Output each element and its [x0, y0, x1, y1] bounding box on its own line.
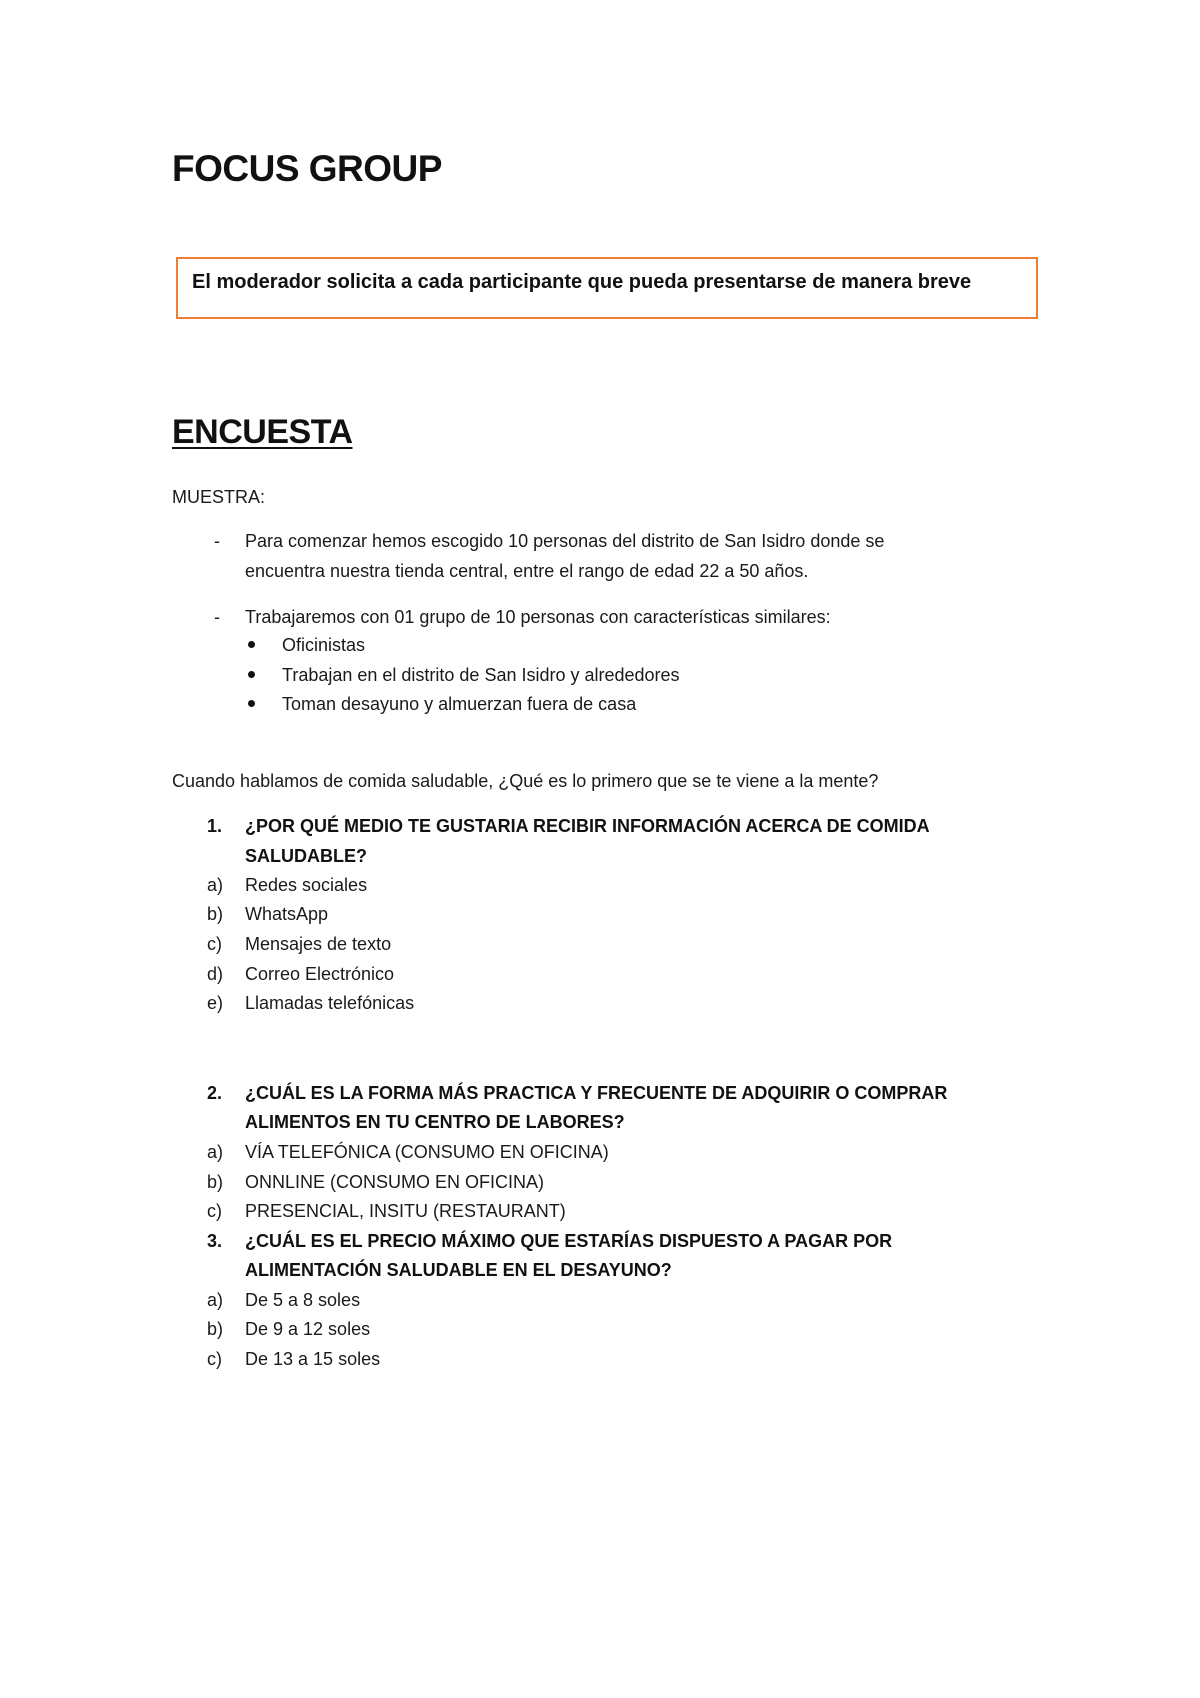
q1-option-d-letter: d)	[207, 964, 224, 984]
q1-option-d-text: Correo Electrónico	[245, 964, 395, 984]
q1-option-b-text: WhatsApp	[245, 904, 329, 924]
muestra-item-1-line-2: encuentra nuestra tienda central, entre el rango de edad 22 a 50 años.	[245, 561, 809, 581]
q1-option-b-letter: b)	[207, 904, 224, 924]
q2-option-b-text: ONNLINE (CONSUMO EN OFICINA)	[245, 1172, 545, 1192]
q2-option-a-letter: a)	[207, 1142, 224, 1162]
q1-option-e-letter: e)	[207, 993, 224, 1013]
question-3-number: 3.	[207, 1231, 223, 1251]
q1-option-e-text: Llamadas telefónicas	[245, 993, 415, 1013]
question-1-line-2: SALUDABLE?	[245, 846, 367, 866]
question-2-line-2: ALIMENTOS EN TU CENTRO DE LABORES?	[245, 1112, 625, 1132]
q3-option-a-text: De 5 a 8 soles	[245, 1290, 361, 1310]
moderator-callout-box	[176, 257, 1038, 319]
question-1-number: 1.	[207, 816, 223, 836]
question-1-line-1: ¿POR QUÉ MEDIO TE GUSTARIA RECIBIR INFORMACIÓN ACERCA DE COMIDA	[245, 816, 930, 836]
question-3-line-1: ¿CUÁL ES EL PRECIO MÁXIMO QUE ESTARÍAS DISPUESTO A PAGAR POR	[245, 1231, 893, 1251]
muestra-label: MUESTRA:	[172, 487, 266, 507]
question-3-line-2: ALIMENTACIÓN SALUDABLE EN EL DESAYUNO?	[245, 1260, 672, 1280]
q3-option-b-letter: b)	[207, 1319, 224, 1339]
muestra-bullet-3: Toman desayuno y almuerzan fuera de casa	[282, 694, 637, 714]
q1-option-c-text: Mensajes de texto	[245, 934, 392, 954]
muestra-item-2-marker: -	[214, 607, 220, 627]
q3-option-a-letter: a)	[207, 1290, 224, 1310]
q3-option-b-text: De 9 a 12 soles	[245, 1319, 371, 1339]
section-title: ENCUESTA	[172, 413, 353, 451]
q2-option-c-text: PRESENCIAL, INSITU (RESTAURANT)	[245, 1201, 566, 1221]
muestra-bullet-2: Trabajan en el distrito de San Isidro y alrededores	[282, 665, 680, 685]
bullet-dot	[248, 641, 255, 648]
muestra-item-1-marker: -	[214, 531, 220, 551]
q1-option-c-letter: c)	[207, 934, 222, 954]
q3-option-c-text: De 13 a 15 soles	[245, 1349, 381, 1369]
muestra-item-1-line-1: Para comenzar hemos escogido 10 personas del distrito de San Isidro donde se	[245, 531, 885, 551]
muestra-item-2-line-1: Trabajaremos con 01 grupo de 10 personas con características similares:	[245, 607, 831, 627]
q1-option-a-text: Redes sociales	[245, 875, 368, 895]
document-title: FOCUS GROUP	[172, 148, 442, 189]
bullet-dot	[248, 700, 255, 707]
q3-option-c-letter: c)	[207, 1349, 222, 1369]
moderator-callout-text: El moderador solicita a cada participante que pueda presentarse de manera breve	[192, 271, 972, 293]
question-2-number: 2.	[207, 1083, 223, 1103]
q2-option-a-text: VÍA TELEFÓNICA (CONSUMO EN OFICINA)	[245, 1142, 609, 1162]
q2-option-b-letter: b)	[207, 1172, 224, 1192]
q2-option-c-letter: c)	[207, 1201, 222, 1221]
muestra-bullet-1: Oficinistas	[282, 635, 366, 655]
question-2-line-1: ¿CUÁL ES LA FORMA MÁS PRACTICA Y FRECUENTE DE ADQUIRIR O COMPRAR	[245, 1083, 948, 1103]
intro-question: Cuando hablamos de comida saludable, ¿Qué es lo primero que se te viene a la mente?	[172, 771, 879, 791]
bullet-dot	[248, 671, 255, 678]
q1-option-a-letter: a)	[207, 875, 224, 895]
